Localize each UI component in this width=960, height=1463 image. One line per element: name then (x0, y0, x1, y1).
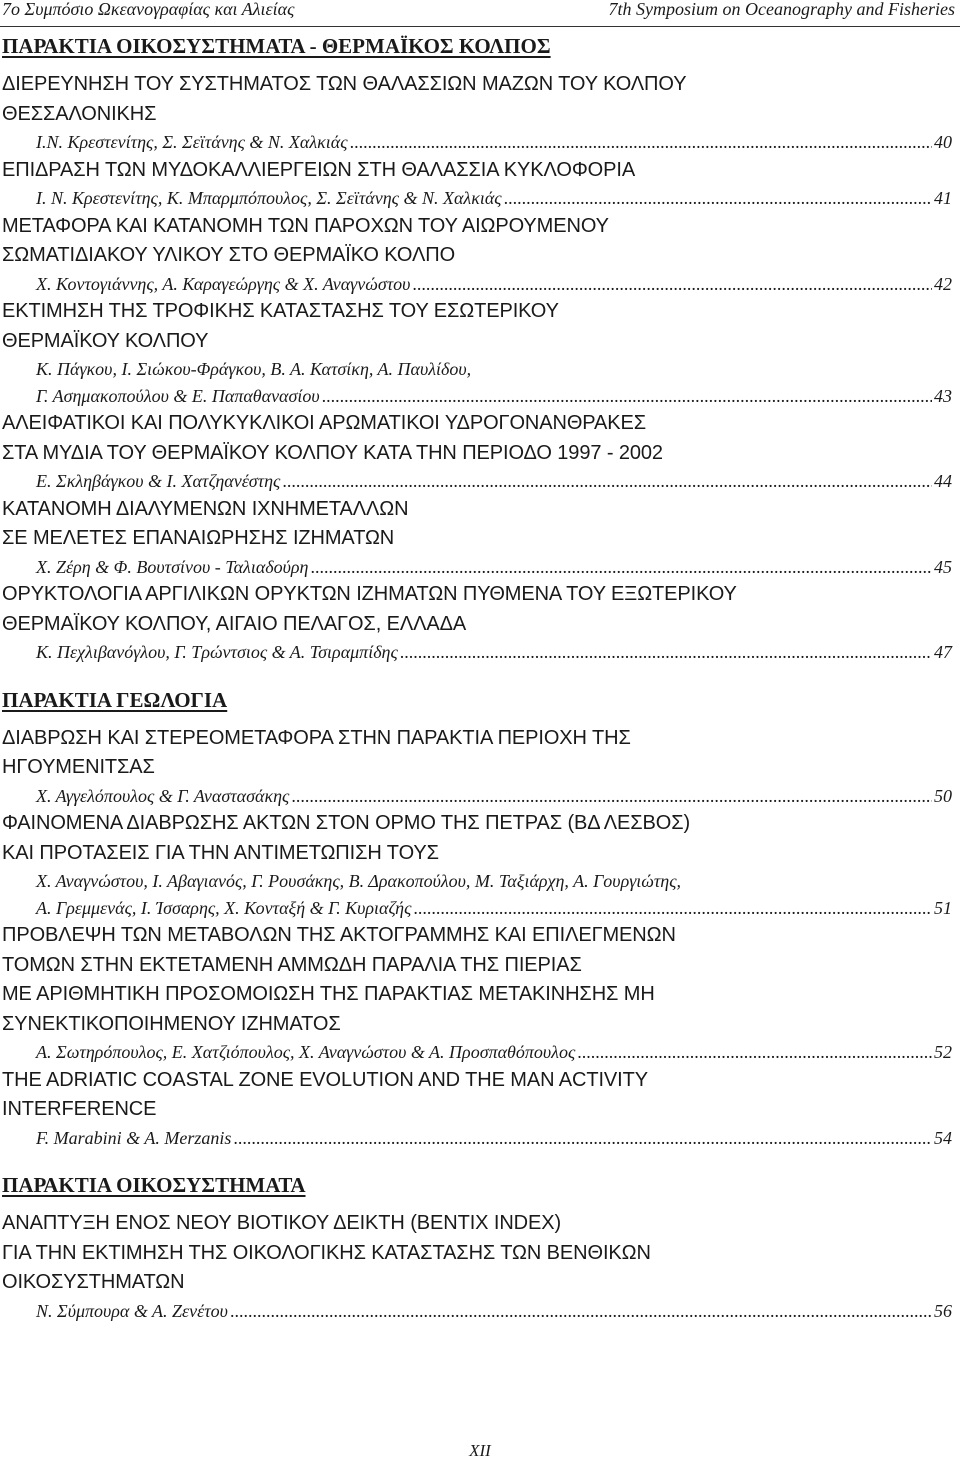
entry-page-number: 40 (934, 132, 952, 152)
entry-title-line: ΠΡΟΒΛΕΨΗ ΤΩΝ ΜΕΤΑΒΟΛΩΝ ΤΗΣ ΑΚΤΟΓΡΑΜΜΗΣ ΚΑΙ ΕΠΙΛΕΓΜΕΝΩΝ (2, 924, 676, 946)
entry-title-line: ΗΓΟΥΜΕΝΙΤΣΑΣ (2, 756, 155, 778)
entry-authors-line (0, 129, 960, 156)
header-left: 7ο Συμπόσιο Ωκεανογραφίας και Αλιείας (2, 0, 295, 19)
dot-leader (413, 895, 932, 922)
section-spacer (0, 1151, 960, 1171)
authors-text: Ι.Ν. Κρεστενίτης, Σ. Σεϊτάνης & Ν. Χαλκιάς (36, 132, 348, 152)
authors-text: Ε. Σκληβάγκου & Ι. Χατζηανέστης (36, 471, 281, 491)
entry-title-line: ΚΑΙ ΠΡΟΤΑΣΕΙΣ ΓΙΑ ΤΗΝ ΑΝΤΙΜΕΤΩΠΙΣΗ ΤΟΥΣ (2, 841, 439, 864)
dot-leader (400, 639, 932, 666)
entry-title-line: ΟΙΚΟΣΥΣΤΗΜΑΤΩΝ (2, 1271, 185, 1293)
entry-title-line: ΑΝΑΠΤΥΞΗ ΕΝΟΣ ΝΕΟΥ ΒΙΟΤΙΚΟΥ ΔΕΙΚΤΗ (BENTIX INDEX) (2, 1212, 562, 1234)
authors-text: F. Marabini & A. Merzanis (36, 1127, 232, 1148)
authors-text: Γ. Ασημακοπούλου & Ε. Παπαθανασίου (36, 385, 320, 406)
entry-title-line: ΦΑΙΝΟΜΕΝΑ ΔΙΑΒΡΩΣΗΣ ΑΚΤΩΝ ΣΤΟΝ ΟΡΜΟ ΤΗΣ ΠΕΤΡΑΣ (ΒΔ ΛΕΣΒΟΣ) (2, 812, 691, 834)
dot-leader (230, 1298, 932, 1325)
section-heading: ΠΑΡΑΚΤΙΑ ΟΙΚΟΣΥΣΤΗΜΑΤΑ (2, 1173, 306, 1197)
entry-authors-line: Χ. Αναγνώστου, Ι. Αβαγιανός, Γ. Ρουσάκης, Β. Δρακοπούλου, Μ. Ταξιάρχη, Α. Γουργιώτης, (36, 871, 682, 891)
entry-page-number: 54 (934, 1127, 952, 1148)
authors-text: Χ. Ζέρη & Φ. Βουτσίνου - Ταλιαδούρη (36, 556, 309, 577)
authors-text: Χ. Κοντογιάννης, Α. Καραγεώργης & Χ. Αναγνώστου (36, 273, 411, 294)
entry-title-line: ΕΚΤΙΜΗΣΗ ΤΗΣ ΤΡΟΦΙΚΗΣ ΚΑΤΑΣΤΑΣΗΣ ΤΟΥ ΕΣΩΤΕΡΙΚΟΥ (2, 300, 559, 322)
toc-entry (0, 409, 960, 495)
entry-authors-line (0, 383, 960, 410)
entry-page-number: 51 (934, 897, 952, 918)
table-of-contents (0, 32, 960, 1324)
entry-title-line: ΣΤΑ ΜΥΔΙΑ ΤΟΥ ΘΕΡΜΑΪΚΟΥ ΚΟΛΠΟΥ ΚΑΤΑ ΤΗΝ ΠΕΡΙΟΔΟ 1997 - 2002 (2, 441, 663, 464)
dot-leader (577, 1039, 932, 1066)
entry-title-line: ΤΟΜΩΝ ΣΤΗΝ ΕΚΤΕΤΑΜΕΝΗ ΑΜΜΩΔΗ ΠΑΡΑΛΙΑ ΤΗΣ ΠΙΕΡΙΑΣ (2, 953, 582, 976)
authors-text: Ν. Σύμπουρα & Α. Ζενέτου (36, 1300, 228, 1321)
header-right: 7th Symposium on Oceanography and Fisheries (608, 0, 955, 19)
entry-authors-line (0, 639, 960, 666)
entry-title-line: ΜΕΤΑΦΟΡΑ ΚΑΙ ΚΑΤΑΝΟΜΗ ΤΩΝ ΠΑΡΟΧΩΝ ΤΟΥ ΑΙΩΡΟΥΜΕΝΟΥ (2, 214, 609, 237)
entry-title-line: ΟΡΥΚΤΟΛΟΓΙΑ ΑΡΓΙΛΙΚΩΝ ΟΡΥΚΤΩΝ ΙΖΗΜΑΤΩΝ ΠΥΘΜΕΝΑ ΤΟΥ ΕΞΩΤΕΡΙΚΟΥ (2, 583, 737, 605)
dot-leader (233, 1125, 932, 1152)
page-number: XII (469, 1441, 491, 1460)
section-heading: ΠΑΡΑΚΤΙΑ ΟΙΚΟΣΥΣΤΗΜΑΤΑ - ΘΕΡΜΑΪΚΟΣ ΚΟΛΠΟΣ (2, 34, 551, 58)
heading-spacer (0, 1200, 960, 1209)
entry-authors-line (0, 271, 960, 298)
entry-title-line: ΘΕΡΜΑΪΚΟΥ ΚΟΛΠΟΥ (2, 329, 209, 352)
authors-text: Α. Σωτηρόπουλος, Ε. Χατζιόπουλος, Χ. Αναγνώστου & Α. Προσπαθόπουλος (36, 1042, 576, 1062)
toc-entry (0, 1066, 960, 1152)
toc-entry (0, 921, 960, 1066)
entry-title-line: ΣΩΜΑΤΙΔΙΑΚΟΥ ΥΛΙΚΟΥ ΣΤΟ ΘΕΡΜΑΪΚΟ ΚΟΛΠΟ (2, 244, 456, 266)
entry-title-line: ΔΙΕΡΕΥΝΗΣΗ ΤΟΥ ΣΥΣΤΗΜΑΤΟΣ ΤΩΝ ΘΑΛΑΣΣΙΩΝ ΜΑΖΩΝ ΤΟΥ ΚΟΛΠΟΥ (2, 73, 687, 95)
entry-title-line: ΘΕΣΣΑΛΟΝΙΚΗΣ (2, 102, 157, 125)
section-spacer (0, 666, 960, 686)
entry-authors-line (0, 468, 960, 495)
entry-title-line: ΣΕ ΜΕΛΕΤΕΣ ΕΠΑΝΑΙΩΡΗΣΗΣ ΙΖΗΜΑΤΩΝ (2, 527, 395, 549)
authors-text: Α. Γρεμμενάς, Ι. Ίσσαρης, Χ. Κονταξή & Γ. Κυριαζής (36, 897, 412, 918)
entry-authors-line (0, 185, 960, 212)
entry-page-number: 41 (934, 188, 952, 208)
toc-entry (0, 1209, 960, 1324)
toc-entry (0, 809, 960, 921)
header-rule (0, 26, 960, 27)
authors-text: Χ. Αγγελόπουλος & Γ. Αναστασάκης (36, 785, 290, 806)
entry-authors-line (0, 783, 960, 810)
toc-entry (0, 297, 960, 409)
toc-entry (0, 70, 960, 156)
entry-page-number: 56 (934, 1300, 952, 1321)
dot-leader (504, 185, 932, 212)
running-header (0, 0, 960, 26)
authors-text: Ι. Ν. Κρεστενίτης, Κ. Μπαρμπόπουλος, Σ. Σεϊτάνης & Ν. Χαλκιάς (36, 188, 502, 208)
dot-leader (310, 554, 932, 581)
entry-authors-line (0, 1125, 960, 1152)
entry-title-line: ΕΠΙΔΡΑΣΗ ΤΩΝ ΜΥΔΟΚΑΛΛΙΕΡΓΕΙΩΝ ΣΤΗ ΘΑΛΑΣΣΙΑ ΚΥΚΛΟΦΟΡΙΑ (2, 158, 636, 181)
toc-entry (0, 724, 960, 810)
entry-authors-line: Κ. Πάγκου, Ι. Σιώκου-Φράγκου, Β. Α. Κατσίκη, Α. Παυλίδου, (36, 359, 472, 379)
entry-title-line: THE ADRIATIC COASTAL ZONE EVOLUTION AND THE MAN ACTIVITY (2, 1068, 648, 1091)
entry-title-line: ΑΛΕΙΦΑΤΙΚΟΙ ΚΑΙ ΠΟΛΥΚΥΚΛΙΚΟΙ ΑΡΩΜΑΤΙΚΟΙ ΥΔΡΟΓΟΝΑΝΘΡΑΚΕΣ (2, 412, 647, 434)
dot-leader (412, 271, 932, 298)
entry-title-line: ΓΙΑ ΤΗΝ ΕΚΤΙΜΗΣΗ ΤΗΣ ΟΙΚΟΛΟΓΙΚΗΣ ΚΑΤΑΣΤΑΣΗΣ ΤΩΝ ΒΕΝΘΙΚΩΝ (2, 1241, 651, 1264)
toc-entry (0, 156, 960, 212)
toc-entry (0, 495, 960, 581)
entry-page-number: 45 (934, 556, 952, 577)
toc-entry (0, 580, 960, 666)
dot-leader (322, 383, 932, 410)
entry-title-line: ΣΥΝΕΚΤΙΚΟΠΟΙΗΜΕΝΟΥ ΙΖΗΜΑΤΟΣ (2, 1012, 341, 1035)
entry-page-number: 50 (934, 785, 952, 806)
entry-page-number: 44 (934, 471, 952, 491)
entry-title-line: ΜΕ ΑΡΙΘΜΗΤΙΚΗ ΠΡΟΣΟΜΟΙΩΣΗ ΤΗΣ ΠΑΡΑΚΤΙΑΣ ΜΕΤΑΚΙΝΗΣΗΣ ΜΗ (2, 983, 655, 1005)
section-heading: ΠΑΡΑΚΤΙΑ ΓΕΩΛΟΓΙΑ (2, 687, 228, 712)
dot-leader (282, 468, 932, 495)
entry-page-number: 42 (934, 273, 952, 294)
entry-authors-line (0, 1298, 960, 1325)
entry-page-number: 43 (934, 385, 952, 406)
dot-leader (291, 783, 932, 810)
dot-leader (350, 129, 932, 156)
entry-page-number: 47 (934, 642, 952, 662)
toc-entry (0, 212, 960, 298)
entry-page-number: 52 (934, 1042, 952, 1062)
entry-authors-line (0, 554, 960, 581)
authors-text: Κ. Πεχλιβανόγλου, Γ. Τρώντσιος & Α. Τσιραμπίδης (36, 642, 398, 662)
entry-title-line: INTERFERENCE (2, 1098, 157, 1120)
heading-spacer (0, 61, 960, 70)
entry-title-line: ΘΕΡΜΑΪΚΟΥ ΚΟΛΠΟΥ, ΑΙΓΑΙΟ ΠΕΛΑΓΟΣ, ΕΛΛΑΔΑ (2, 612, 467, 635)
entry-title-line: ΔΙΑΒΡΩΣΗ ΚΑΙ ΣΤΕΡΕΟΜΕΤΑΦΟΡΑ ΣΤΗΝ ΠΑΡΑΚΤΙΑ ΠΕΡΙΟΧΗ ΤΗΣ (2, 726, 631, 749)
entry-authors-line (0, 895, 960, 922)
heading-spacer (0, 715, 960, 724)
entry-authors-line (0, 1039, 960, 1066)
entry-title-line: ΚΑΤΑΝΟΜΗ ΔΙΑΛΥΜΕΝΩΝ ΙΧΝΗΜΕΤΑΛΛΩΝ (2, 497, 409, 520)
